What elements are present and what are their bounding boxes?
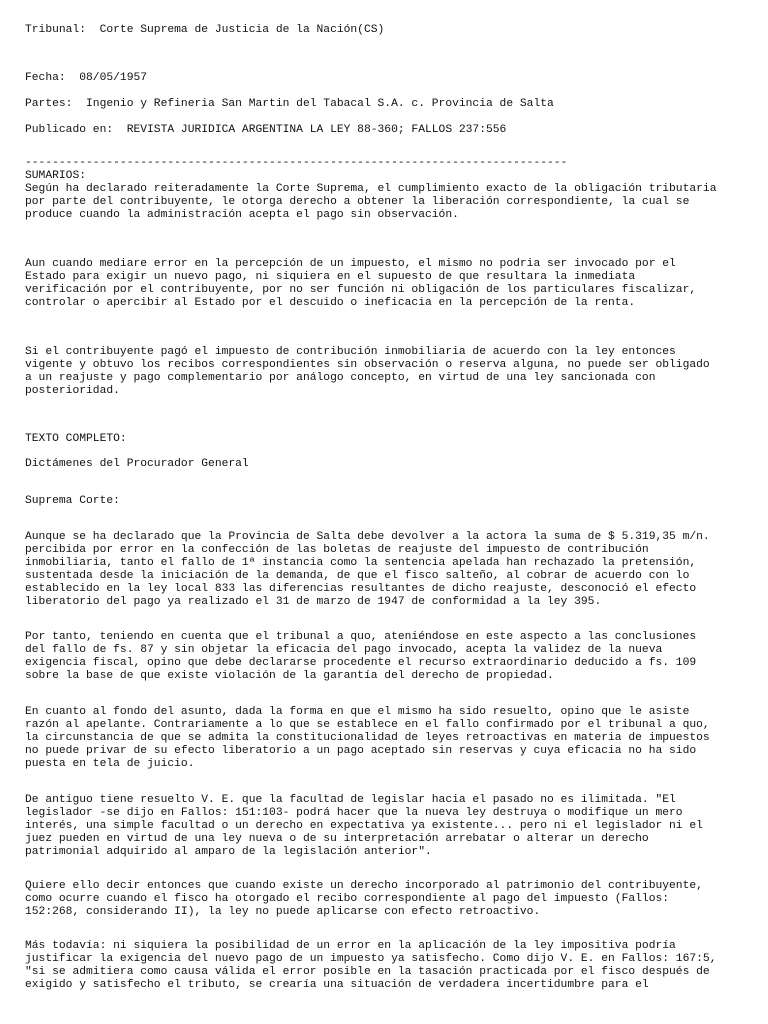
text-line: puesta en tela de juicio.: [25, 758, 195, 771]
body-paragraph-4: [25, 794, 765, 859]
text-line: sobre la base de que existe violación de la garantía del derecho de propiedad.: [25, 670, 554, 683]
text-line: Por tanto, teniendo en cuenta que el tribunal a quo, ateniéndose en este aspecto a las conclusiones: [25, 631, 697, 643]
body-paragraph-6: [25, 940, 765, 992]
text-line: la circunstancia de que se admita la constitucionalidad de leyes retroactivas en materia de impuestos: [25, 732, 710, 745]
text-line: De antiguo tiene resuelto V. E. que la facultad de legislar hacia el pasado no es ilimitada. "El: [25, 794, 676, 806]
text-line: posterioridad.: [25, 385, 120, 398]
text-line: legislador -se dijo en Fallos: 151:103- podrá hacer que la nueva ley destruya o modifique un mero: [25, 807, 683, 820]
text-line: como ocurre cuando el fisco ha otorgado el recibo correspondiente al pago del impuesto (Fallos:: [25, 893, 670, 906]
separator-rule: --------------------------------------------------------------------------------: [25, 157, 568, 169]
texto-completo-heading: TEXTO COMPLETO:: [25, 433, 127, 445]
sumario-paragraph-2: [25, 258, 765, 310]
text-line: Según ha declarado reiteradamente la Corte Suprema, el cumplimiento exacto de la obligación tributaria: [25, 183, 717, 195]
text-line: Estado para exigir un nuevo pago, ni siquiera en el supuesto de que resultara la inmediata: [25, 271, 636, 284]
sumario-paragraph-3: [25, 346, 765, 398]
text-line: produce cuando la administración acepta el pago sin observación.: [25, 209, 459, 222]
text-line: exigencia fiscal, opino que debe declararse procedente el recurso extraordinario deducido a fs. 109: [25, 657, 697, 670]
text-line: "si se admitiera como causa válida el error posible en la tasación practicada por el fisco después de: [25, 966, 710, 979]
text-line: del fallo de fs. 87 y sin objetar la eficacia del pago invocado, acepta la validez de la nueva: [25, 644, 663, 657]
text-line: En cuanto al fondo del asunto, dada la forma en que el mismo ha sido resuelto, opino que le asiste: [25, 706, 690, 718]
text-line: percibida por error en la confección de las boletas de reajuste del impuesto de contribución: [25, 544, 649, 557]
text-line: razón al apelante. Contrariamente a lo que se establece en el fallo confirmado por el tribunal a quo,: [25, 719, 710, 732]
text-line: patrimonial adquirido al amparo de la legislación anterior".: [25, 846, 432, 859]
sumarios-heading: SUMARIOS:: [25, 170, 87, 182]
text-line: Quiere ello decir entonces que cuando existe un derecho incorporado al patrimonio del contribuyente,: [25, 880, 703, 892]
text-line: sustentada desde la iniciación de la demanda, de que el fisco salteño, al cobrar de acuerdo con lo: [25, 570, 690, 583]
text-line: a un reajuste y pago complementario por análogo concepto, en virtud de una ley sancionada con: [25, 372, 656, 385]
body-paragraph-2: [25, 631, 765, 683]
text-line: establecido en la ley local 833 las diferencias resultantes de dicho reajuste, desconoció el efecto: [25, 583, 697, 596]
text-line: justificar la exigencia del nuevo pago de un impuesto ya satisfecho. Como dijo V. E. en Fallos: 167:5,: [25, 953, 717, 966]
text-line: controlar o apercibir al Estado por el descuido o ineficacia en la percepción de la renta.: [25, 297, 636, 310]
text-line: Aunque se ha declarado que la Provincia de Salta debe devolver a la actora la suma de $ 5.319,35 m/n.: [25, 531, 710, 543]
text-line: interés, una simple facultad o un derecho en expectativa ya existente... pero ni el legislador ni el: [25, 820, 703, 833]
body-paragraph-5: [25, 880, 765, 919]
text-line: inmobiliaria, tanto el fallo de 1ª instancia como la sentencia apelada han rechazado la pretensión,: [25, 557, 697, 570]
text-line: liberatorio del pago ya realizado el 31 de marzo de 1947 de conformidad a la ley 395.: [25, 596, 602, 609]
dictamenes-heading: Dictámenes del Procurador General: [25, 458, 249, 470]
text-line: no puede privar de su efecto liberatorio a un pago aceptado sin reservas y cuya eficacia no ha sido: [25, 745, 697, 758]
body-paragraph-1: [25, 531, 765, 610]
sumario-paragraph-1: [25, 183, 765, 222]
text-line: Aun cuando mediare error en la percepción de un impuesto, el mismo no podria ser invocado por el: [25, 258, 676, 270]
parties-line: Partes: Ingenio y Refineria San Martin del Tabacal S.A. c. Provincia de Salta: [25, 98, 554, 110]
text-line: juez pueden en virtud de una ley nueva o de su interpretación arrebatar o alterar un derecho: [25, 833, 649, 846]
text-line: Si el contribuyente pagó el impuesto de contribución inmobiliaria de acuerdo con la ley entonces: [25, 346, 676, 358]
text-line: por parte del contribuyente, le otorga derecho a obtener la liberación correspondiente, la cual se: [25, 196, 690, 209]
tribunal-line: Tribunal: Corte Suprema de Justicia de la Nación(CS): [25, 24, 385, 36]
text-line: verificación por el contribuyente, por no ser función ni obligación de los particulares fiscalizar,: [25, 284, 697, 297]
published-line: Publicado en: REVISTA JURIDICA ARGENTINA LA LEY 88-360; FALLOS 237:556: [25, 124, 507, 136]
text-line: 152:268, considerando II), la ley no puede aplicarse con efecto retroactivo.: [25, 906, 541, 919]
text-line: Más todavía: ni siquiera la posibilidad de un error en la aplicación de la ley impositiva podría: [25, 940, 676, 952]
text-line: vigente y obtuvo los recibos correspondientes sin observación o reserva alguna, no puede ser obligado: [25, 359, 710, 372]
date-line: Fecha: 08/05/1957: [25, 72, 148, 84]
suprema-corte-heading: Suprema Corte:: [25, 495, 120, 507]
text-line: exigido y satisfecho el tributo, se crearía una situación de verdadera incertidumbre para el: [25, 979, 649, 992]
body-paragraph-3: [25, 706, 765, 771]
